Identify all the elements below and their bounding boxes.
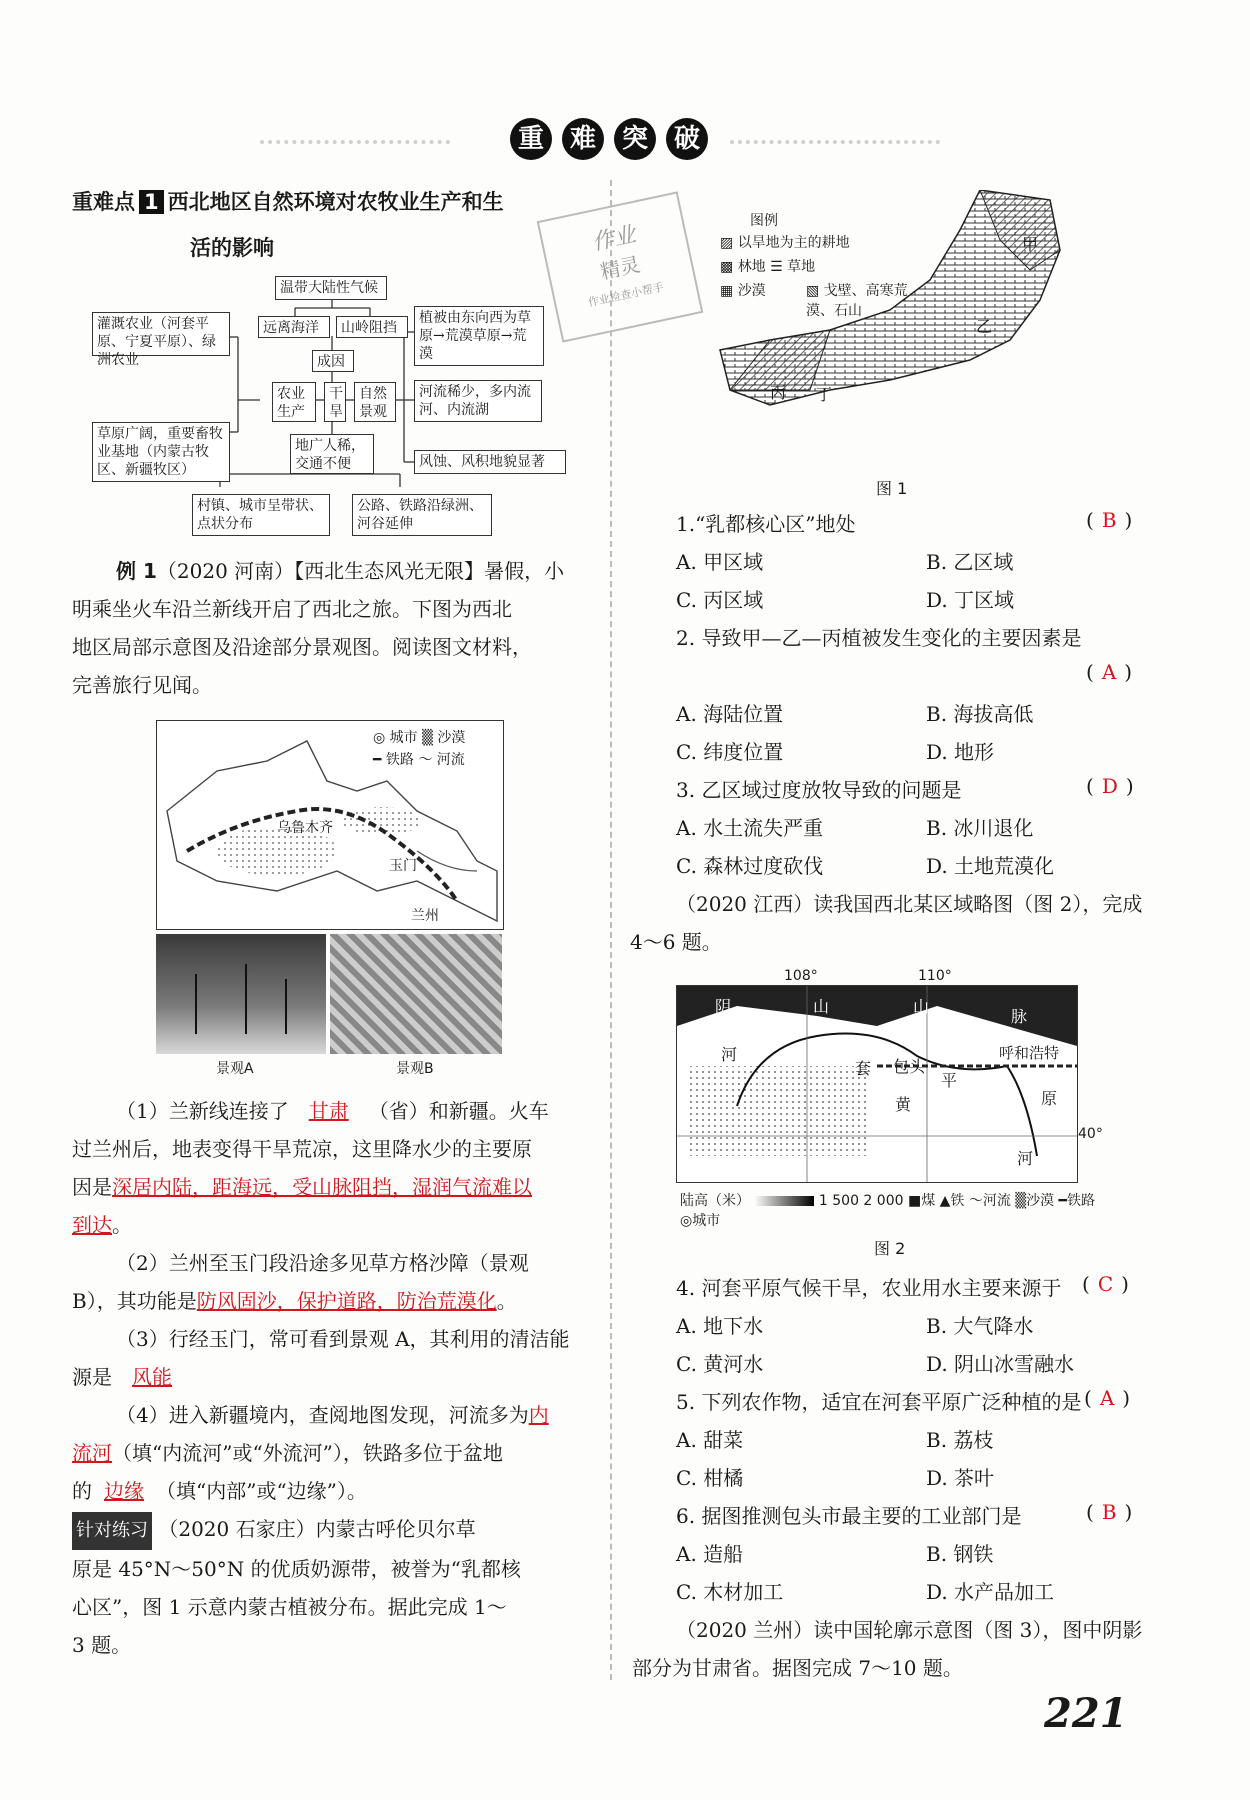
map-inner-mongolia: 图例 ▨ 以旱地为主的耕地 ▩ 林地 ☰ 草地 ▦ 沙漠 ▧ 戈壁、高寒荒漠、石山 甲 乙 丙 丁 [710, 190, 1110, 450]
flow-cause: 成因 [312, 350, 354, 372]
label-ping: 平 [941, 1071, 958, 1090]
flow-irrigation: 灌溉农业（河套平原、宁夏平原）、绿洲农业 [92, 312, 230, 356]
label-shan: 山 [813, 997, 830, 1016]
banner-char-3: 突 [614, 118, 656, 160]
legend-desert-1: 沙漠 [737, 283, 766, 299]
watermark-stamp: 作业 精灵 作业检查小帮手 [537, 191, 704, 342]
answer-2: 防风固沙，保护道路，防治荒漠化 [196, 1289, 497, 1313]
label-he: 河 [721, 1045, 738, 1064]
lanzhou-intro: （2020 兰州）读中国轮廓示意图（图 3），图中阴影 [676, 1618, 1143, 1642]
page-number: 221 [1044, 1690, 1128, 1737]
section-banner [250, 118, 980, 168]
photo-landscape-a [156, 934, 326, 1054]
label-huang: 黄 [895, 1095, 912, 1114]
label-mai: 脉 [1011, 1007, 1028, 1026]
jiangxi-intro: （2020 江西）读我国西北某区域略图（图 2），完成 [676, 892, 1143, 916]
label-tao: 套 [855, 1059, 872, 1078]
region-yi: 乙 [976, 317, 993, 336]
flow-grassland: 草原广阔，重要畜牧业基地（内蒙古牧区、新疆牧区） [92, 422, 230, 482]
legend-rail: 铁路 [385, 752, 414, 768]
banner-dots-left [260, 140, 450, 150]
region-bing: 丙 [770, 383, 787, 402]
answer-q1: B [1101, 508, 1117, 532]
legend-city: 城市 [389, 730, 418, 746]
figure-1-caption: 图 1 [876, 479, 908, 498]
legend-gobi: 戈壁、高寒荒漠、石山 [806, 283, 908, 319]
map2-legend: 陆高（米） 1 500 2 000 ■煤 ▲铁 ～河流 ▒沙漠 ━铁路 ◎城市 [680, 1193, 1095, 1229]
banner-char-2: 难 [562, 118, 604, 160]
answer-1-reason: 深居内陆，距海远，受山脉阻挡，湿润气流难以 [112, 1175, 532, 1199]
map-lanxin: ◎ 城市 ▒ 沙漠 ━ 铁路 ～ 河流 乌鲁木齐 玉门 兰州 [156, 720, 504, 930]
question-5: 5. 下列农作物，适宜在河套平原广泛种植的是 [676, 1390, 1082, 1414]
label-shan2: 山 [913, 997, 930, 1016]
lon-110: 110° [918, 968, 952, 984]
legend-farmland: 以旱地为主的耕地 [737, 235, 850, 251]
label-urumqi: 乌鲁木齐 [277, 820, 333, 836]
column-divider [610, 180, 612, 1680]
heading-number: 1 [139, 190, 164, 214]
banner-char-1: 重 [510, 118, 552, 160]
legend-desert: 沙漠 [437, 730, 466, 746]
heading-prefix: 重难点 [72, 190, 135, 214]
map-hetao [676, 985, 1078, 1183]
question-3: 3. 乙区域过度放牧导致的问题是 [676, 778, 962, 802]
flow-climate: 温带大陆性气候 [275, 276, 387, 300]
flow-dry: 干旱 [324, 382, 346, 422]
answer-q3: D [1101, 774, 1118, 798]
region-jia: 甲 [1022, 235, 1039, 254]
flow-sparse: 地广人稀，交通不便 [290, 434, 374, 474]
example-1: 例 1（2020 河南）【西北生态风光无限】暑假，小 明乘坐火车沿兰新线开启了西北之旅。下图为西北 地区局部示意图及沿途部分景观图。阅读图文材料， 完善旅行见闻。 [72, 559, 565, 697]
banner-char-4: 破 [666, 118, 708, 160]
photo-landscape-b [330, 934, 502, 1054]
label-lanzhou: 兰州 [411, 908, 439, 924]
flow-vegetation: 植被由东向西为草原→荒漠草原→荒漠 [414, 306, 544, 366]
label-baotou: 包头 [893, 1057, 926, 1076]
example-answers: （1）兰新线连接了 甘肃 （省）和新疆。火车 过兰州后，地表变得干旱荒凉，这里降水少的主要原 因是深居内陆，距海远，受山脉阻挡，湿润气流难以 到达。 （2）兰州至玉门段沿途多见草方格沙障（景观 B），其功能是防风固沙，保护道路，防治荒漠化。 （3）行经玉门，常可看到景观 A，其利用的清洁能 源是 风能 （4）进入新疆境内，查阅地图发现，河流多为内 流河（填“内流河”或“外流河”），铁路多位于盆地 的 边缘 （填“内部”或“边缘”）。 针对练习 （2020 石家庄）内蒙古呼伦贝尔草 原是 45°N～50°N 的优质奶源带，被誉为“乳都核 心区”，图 1 示意内蒙古植被分布。据此完成 1～ 3 题。 [72, 1099, 570, 1657]
flow-landscape: 自然景观 [354, 382, 396, 422]
flow-mountain: 山岭阻挡 [336, 316, 408, 338]
wind-turbines [156, 934, 326, 1054]
legend-grassland: 草地 [787, 259, 816, 275]
answer-q2: A [1101, 660, 1117, 684]
answer-3: 风能 [132, 1365, 172, 1389]
label-yin: 阴 [715, 997, 732, 1016]
label-he2: 河 [1017, 1149, 1034, 1168]
flowchart [80, 272, 580, 542]
region-ding: 丁 [816, 385, 833, 404]
elevation-bar [754, 1196, 814, 1206]
label-hohhot: 呼和浩特 [999, 1044, 1060, 1062]
flow-rivers: 河流稀少，多内流河、内流湖 [414, 380, 542, 422]
flow-agriculture: 农业生产 [272, 382, 316, 422]
legend-river: 河流 [436, 752, 465, 768]
heading-title-line1: 西北地区自然环境对农牧业生产和生 [167, 190, 504, 214]
lon-108: 108° [784, 968, 818, 984]
question-1: 1.“乳都核心区”地处 [676, 512, 856, 536]
flow-erosion: 风蚀、风积地貌显著 [414, 450, 566, 474]
heading-title-line2: 活的影响 [190, 236, 274, 260]
flow-transport: 公路、铁路沿绿洲、河谷延伸 [352, 494, 492, 536]
flow-settlement: 村镇、城市呈带状、点状分布 [192, 494, 330, 536]
question-6: 6. 据图推测包头市最主要的工业部门是 [676, 1504, 1022, 1528]
flow-far-ocean: 远离海洋 [258, 316, 330, 338]
section-heading [72, 186, 504, 216]
label-yuan: 原 [1041, 1089, 1058, 1108]
answer-q4: C [1097, 1272, 1114, 1296]
answer-q6: B [1101, 1500, 1117, 1524]
map1-legend-title: 图例 [750, 213, 778, 229]
legend-forest: 林地 [737, 259, 766, 275]
question-2: 2. 导致甲—乙—丙植被发生变化的主要因素是 [676, 626, 1082, 650]
answer-q5: A [1099, 1386, 1115, 1410]
answer-1-province: 甘肃 [308, 1099, 349, 1123]
caption-b: 景观B [396, 1061, 434, 1077]
lat-40: 40° [1078, 1126, 1103, 1142]
question-4: 4. 河套平原气候干旱，农业用水主要来源于 [676, 1276, 1062, 1300]
figure-2-caption: 图 2 [874, 1239, 906, 1258]
example-label: 例 1 [116, 559, 157, 583]
banner-dots-right [730, 140, 940, 150]
answer-4b: 边缘 [104, 1479, 144, 1503]
practice-tag: 针对练习 [72, 1512, 152, 1550]
label-yumen: 玉门 [389, 858, 417, 874]
caption-a: 景观A [216, 1061, 254, 1077]
answer-4a: 内 [528, 1403, 549, 1427]
